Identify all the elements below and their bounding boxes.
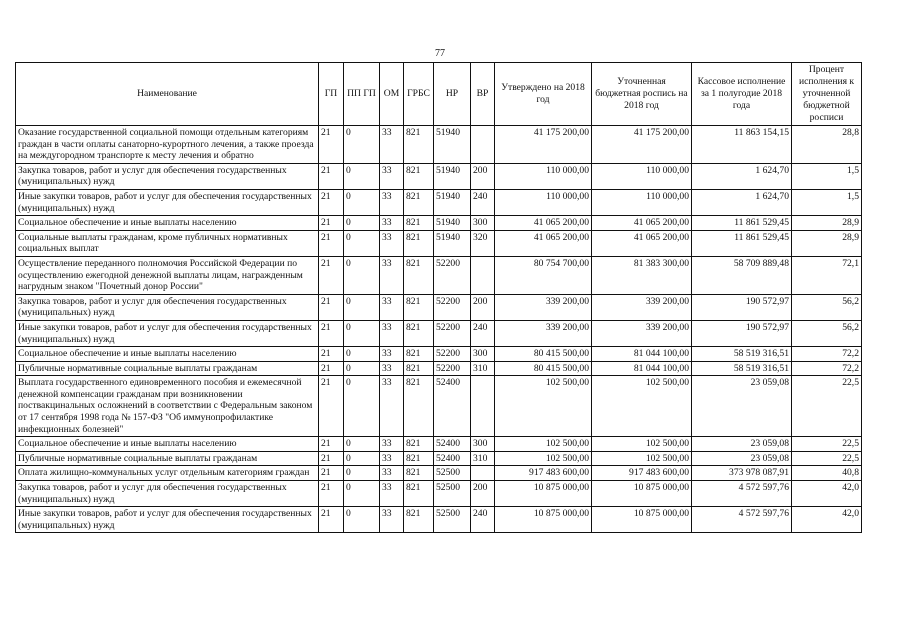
cell-gp: 21 [319, 347, 344, 362]
cell-ppgp: 0 [344, 294, 380, 320]
cell-grbs: 821 [404, 466, 434, 481]
table-row [16, 466, 862, 481]
cell-ppgp: 0 [344, 126, 380, 164]
cell-np: 52200 [434, 347, 471, 362]
cell-cash: 23 059,08 [692, 376, 792, 437]
cell-refined: 339 200,00 [592, 320, 692, 346]
table-row [16, 256, 862, 294]
table-row [16, 437, 862, 452]
cell-gp: 21 [319, 256, 344, 294]
cell-refined: 110 000,00 [592, 163, 692, 189]
cell-om: 33 [380, 126, 404, 164]
cell-refined: 917 483 600,00 [592, 466, 692, 481]
cell-om: 33 [380, 163, 404, 189]
cell-gp: 21 [319, 466, 344, 481]
cell-vr [471, 256, 495, 294]
cell-om: 33 [380, 437, 404, 452]
cell-ppgp: 0 [344, 376, 380, 437]
cell-cash: 1 624,70 [692, 189, 792, 215]
cell-cash: 11 863 154,15 [692, 126, 792, 164]
column-header-refined: Уточненная бюджетная роспись на 2018 год [592, 63, 692, 126]
cell-percent: 56,2 [792, 320, 862, 346]
cell-grbs: 821 [404, 189, 434, 215]
cell-cash: 58 709 889,48 [692, 256, 792, 294]
cell-name: Публичные нормативные социальные выплаты гражданам [16, 451, 319, 466]
cell-np: 52500 [434, 507, 471, 533]
cell-percent: 40,8 [792, 466, 862, 481]
cell-om: 33 [380, 466, 404, 481]
cell-approved: 80 754 700,00 [495, 256, 592, 294]
cell-name: Социальное обеспечение и иные выплаты населению [16, 216, 319, 231]
cell-refined: 10 875 000,00 [592, 507, 692, 533]
cell-percent: 22,5 [792, 451, 862, 466]
table-row [16, 320, 862, 346]
cell-percent: 72,1 [792, 256, 862, 294]
column-header-gp: ГП [319, 63, 344, 126]
cell-percent: 72,2 [792, 347, 862, 362]
cell-grbs: 821 [404, 216, 434, 231]
cell-refined: 10 875 000,00 [592, 481, 692, 507]
table-row [16, 230, 862, 256]
cell-np: 51940 [434, 126, 471, 164]
cell-vr: 240 [471, 189, 495, 215]
table-body [16, 126, 862, 533]
cell-gp: 21 [319, 163, 344, 189]
cell-refined: 81 044 100,00 [592, 347, 692, 362]
cell-grbs: 821 [404, 347, 434, 362]
cell-om: 33 [380, 451, 404, 466]
cell-ppgp: 0 [344, 437, 380, 452]
cell-approved: 917 483 600,00 [495, 466, 592, 481]
table-row [16, 507, 862, 533]
cell-gp: 21 [319, 451, 344, 466]
column-header-name: Наименование [16, 63, 319, 126]
cell-np: 52500 [434, 481, 471, 507]
cell-refined: 102 500,00 [592, 437, 692, 452]
cell-vr: 200 [471, 481, 495, 507]
cell-gp: 21 [319, 481, 344, 507]
cell-vr [471, 126, 495, 164]
cell-np: 52400 [434, 437, 471, 452]
cell-name: Социальное обеспечение и иные выплаты населению [16, 347, 319, 362]
cell-om: 33 [380, 376, 404, 437]
cell-approved: 102 500,00 [495, 451, 592, 466]
cell-approved: 102 500,00 [495, 376, 592, 437]
cell-np: 52200 [434, 294, 471, 320]
cell-ppgp: 0 [344, 256, 380, 294]
cell-vr [471, 466, 495, 481]
column-header-cash: Кассовое исполнение за 1 полугодие 2018 года [692, 63, 792, 126]
table-row [16, 189, 862, 215]
cell-om: 33 [380, 294, 404, 320]
table-row [16, 163, 862, 189]
cell-ppgp: 0 [344, 189, 380, 215]
cell-approved: 41 175 200,00 [495, 126, 592, 164]
table-row [16, 347, 862, 362]
cell-name: Выплата государственного единовременного пособия и ежемесячной денежной компенсации гражданам при возникновении поствакцинальных осложнений в соответствии с Федеральным законом от 17 сентября 1998 года № 157-ФЗ "Об иммунопрофилактике инфекционных болезней" [16, 376, 319, 437]
cell-gp: 21 [319, 507, 344, 533]
page-number: 77 [435, 48, 445, 59]
cell-name: Оплата жилищно-коммунальных услуг отдельным категориям граждан [16, 466, 319, 481]
table-row [16, 451, 862, 466]
cell-np: 51940 [434, 163, 471, 189]
cell-percent: 28,9 [792, 230, 862, 256]
cell-ppgp: 0 [344, 361, 380, 376]
cell-cash: 23 059,08 [692, 451, 792, 466]
table-row [16, 294, 862, 320]
column-header-om: ОМ [380, 63, 404, 126]
cell-np: 52200 [434, 361, 471, 376]
cell-refined: 102 500,00 [592, 376, 692, 437]
cell-np: 52500 [434, 466, 471, 481]
cell-vr: 200 [471, 294, 495, 320]
cell-grbs: 821 [404, 481, 434, 507]
cell-percent: 1,5 [792, 163, 862, 189]
cell-refined: 41 065 200,00 [592, 216, 692, 231]
cell-vr: 240 [471, 320, 495, 346]
cell-refined: 102 500,00 [592, 451, 692, 466]
cell-np: 52200 [434, 320, 471, 346]
cell-grbs: 821 [404, 376, 434, 437]
cell-approved: 41 065 200,00 [495, 216, 592, 231]
cell-name: Иные закупки товаров, работ и услуг для обеспечения государственных (муниципальных) нужд [16, 507, 319, 533]
cell-np: 52400 [434, 451, 471, 466]
cell-gp: 21 [319, 294, 344, 320]
cell-cash: 1 624,70 [692, 163, 792, 189]
column-header-percent: Процент исполнения к уточненной бюджетной росписи [792, 63, 862, 126]
cell-ppgp: 0 [344, 216, 380, 231]
cell-cash: 4 572 597,76 [692, 481, 792, 507]
cell-gp: 21 [319, 361, 344, 376]
table-row [16, 481, 862, 507]
cell-refined: 81 044 100,00 [592, 361, 692, 376]
cell-approved: 339 200,00 [495, 294, 592, 320]
cell-grbs: 821 [404, 294, 434, 320]
cell-om: 33 [380, 230, 404, 256]
cell-approved: 10 875 000,00 [495, 507, 592, 533]
cell-name: Социальные выплаты гражданам, кроме публичных нормативных социальных выплат [16, 230, 319, 256]
cell-percent: 42,0 [792, 481, 862, 507]
cell-np: 51940 [434, 216, 471, 231]
table-row [16, 376, 862, 437]
cell-gp: 21 [319, 376, 344, 437]
cell-name: Закупка товаров, работ и услуг для обеспечения государственных (муниципальных) нужд [16, 163, 319, 189]
cell-vr: 310 [471, 451, 495, 466]
cell-om: 33 [380, 256, 404, 294]
cell-percent: 56,2 [792, 294, 862, 320]
cell-grbs: 821 [404, 163, 434, 189]
cell-refined: 81 383 300,00 [592, 256, 692, 294]
cell-cash: 23 059,08 [692, 437, 792, 452]
cell-vr: 310 [471, 361, 495, 376]
cell-om: 33 [380, 347, 404, 362]
column-header-approved: Утверждено на 2018 год [495, 63, 592, 126]
cell-grbs: 821 [404, 230, 434, 256]
cell-ppgp: 0 [344, 347, 380, 362]
cell-refined: 41 175 200,00 [592, 126, 692, 164]
cell-np: 51940 [434, 189, 471, 215]
cell-ppgp: 0 [344, 451, 380, 466]
cell-cash: 4 572 597,76 [692, 507, 792, 533]
cell-name: Социальное обеспечение и иные выплаты населению [16, 437, 319, 452]
cell-percent: 72,2 [792, 361, 862, 376]
cell-cash: 373 978 087,91 [692, 466, 792, 481]
cell-vr: 320 [471, 230, 495, 256]
cell-vr: 200 [471, 163, 495, 189]
cell-approved: 110 000,00 [495, 163, 592, 189]
cell-name: Закупка товаров, работ и услуг для обеспечения государственных (муниципальных) нужд [16, 481, 319, 507]
cell-approved: 339 200,00 [495, 320, 592, 346]
table-header-row [16, 63, 862, 126]
cell-approved: 41 065 200,00 [495, 230, 592, 256]
cell-refined: 110 000,00 [592, 189, 692, 215]
cell-percent: 22,5 [792, 376, 862, 437]
cell-grbs: 821 [404, 507, 434, 533]
cell-om: 33 [380, 320, 404, 346]
cell-percent: 28,8 [792, 126, 862, 164]
cell-refined: 339 200,00 [592, 294, 692, 320]
cell-vr: 300 [471, 437, 495, 452]
column-header-vr: ВР [471, 63, 495, 126]
cell-cash: 190 572,97 [692, 320, 792, 346]
cell-om: 33 [380, 481, 404, 507]
cell-om: 33 [380, 361, 404, 376]
cell-cash: 11 861 529,45 [692, 216, 792, 231]
table-row [16, 361, 862, 376]
cell-om: 33 [380, 507, 404, 533]
cell-vr: 300 [471, 347, 495, 362]
cell-name: Закупка товаров, работ и услуг для обеспечения государственных (муниципальных) нужд [16, 294, 319, 320]
cell-om: 33 [380, 189, 404, 215]
cell-vr: 300 [471, 216, 495, 231]
cell-name: Осуществление переданного полномочия Российской Федерации по осуществлению ежегодной денежной выплаты лицам, награжденным нагрудным знаком "Почетный донор России" [16, 256, 319, 294]
cell-name: Иные закупки товаров, работ и услуг для обеспечения государственных (муниципальных) нужд [16, 189, 319, 215]
cell-vr: 240 [471, 507, 495, 533]
cell-vr [471, 376, 495, 437]
cell-approved: 10 875 000,00 [495, 481, 592, 507]
cell-refined: 41 065 200,00 [592, 230, 692, 256]
cell-ppgp: 0 [344, 230, 380, 256]
cell-approved: 80 415 500,00 [495, 361, 592, 376]
cell-percent: 22,5 [792, 437, 862, 452]
cell-np: 51940 [434, 230, 471, 256]
column-header-grbs: ГРБС [404, 63, 434, 126]
cell-gp: 21 [319, 320, 344, 346]
cell-ppgp: 0 [344, 481, 380, 507]
cell-cash: 190 572,97 [692, 294, 792, 320]
cell-grbs: 821 [404, 126, 434, 164]
budget-execution-table [15, 62, 862, 533]
table-row [16, 216, 862, 231]
cell-ppgp: 0 [344, 320, 380, 346]
column-header-np: НР [434, 63, 471, 126]
cell-grbs: 821 [404, 320, 434, 346]
cell-gp: 21 [319, 126, 344, 164]
cell-grbs: 821 [404, 256, 434, 294]
cell-np: 52400 [434, 376, 471, 437]
cell-grbs: 821 [404, 451, 434, 466]
cell-approved: 110 000,00 [495, 189, 592, 215]
cell-grbs: 821 [404, 437, 434, 452]
cell-name: Иные закупки товаров, работ и услуг для обеспечения государственных (муниципальных) нужд [16, 320, 319, 346]
table-row [16, 126, 862, 164]
cell-approved: 102 500,00 [495, 437, 592, 452]
cell-ppgp: 0 [344, 466, 380, 481]
cell-ppgp: 0 [344, 507, 380, 533]
cell-om: 33 [380, 216, 404, 231]
cell-approved: 80 415 500,00 [495, 347, 592, 362]
cell-percent: 1,5 [792, 189, 862, 215]
cell-gp: 21 [319, 216, 344, 231]
cell-np: 52200 [434, 256, 471, 294]
cell-percent: 42,0 [792, 507, 862, 533]
cell-gp: 21 [319, 230, 344, 256]
cell-name: Публичные нормативные социальные выплаты гражданам [16, 361, 319, 376]
cell-cash: 58 519 316,51 [692, 361, 792, 376]
cell-percent: 28,9 [792, 216, 862, 231]
cell-name: Оказание государственной социальной помощи отдельным категориям граждан в части оплаты санаторно-курортного лечения, а также проезда на междугородном транспорте к месту лечения и обратно [16, 126, 319, 164]
column-header-ppgp: ПП ГП [344, 63, 380, 126]
cell-ppgp: 0 [344, 163, 380, 189]
cell-gp: 21 [319, 189, 344, 215]
cell-grbs: 821 [404, 361, 434, 376]
cell-cash: 11 861 529,45 [692, 230, 792, 256]
cell-gp: 21 [319, 437, 344, 452]
cell-cash: 58 519 316,51 [692, 347, 792, 362]
